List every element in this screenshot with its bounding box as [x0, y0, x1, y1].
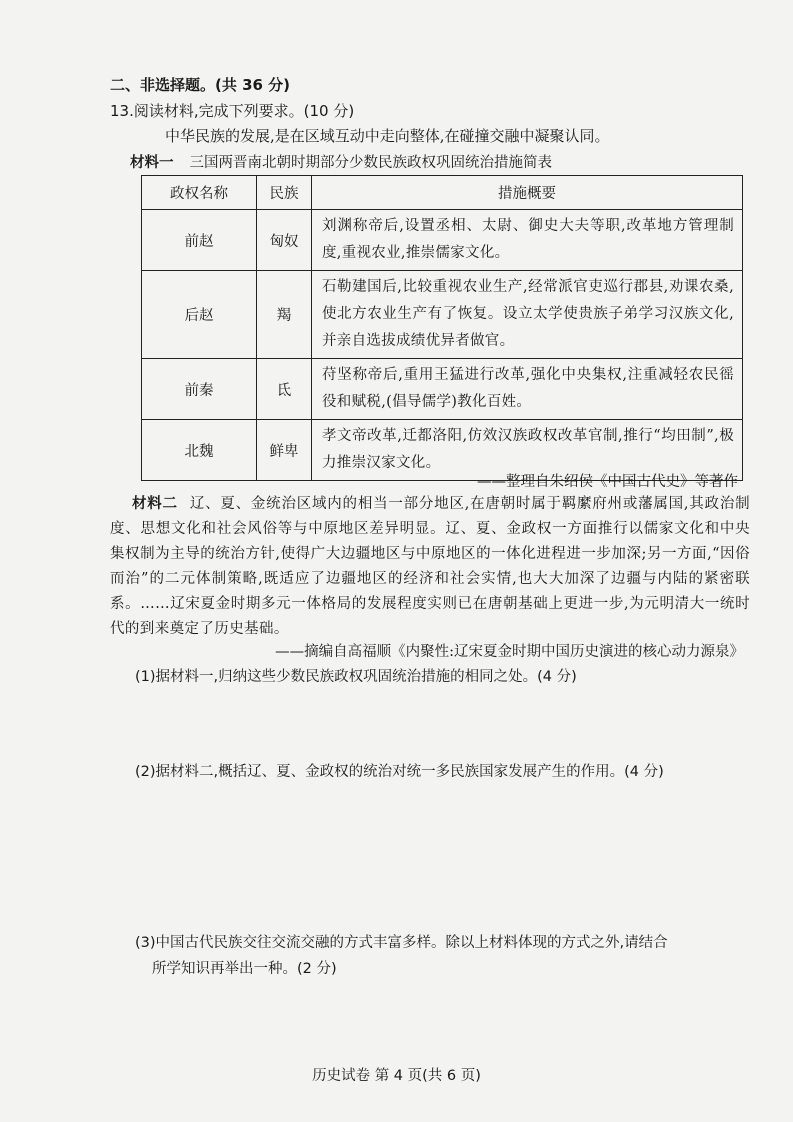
question-title: 13.阅读材料,完成下列要求。(10 分) — [110, 102, 355, 120]
header-ethnic-group: 民族 — [257, 176, 312, 210]
measures-cell: 孝文帝改革,迁都洛阳,仿效汉族政权改革官制,推行“均田制”,极力推崇汉家文化。 — [312, 420, 743, 481]
measures-cell: 刘渊称帝后,设置丞相、太尉、御史大夫等职,改革地方管理制度,重视农业,推崇儒家文化。 — [312, 210, 743, 271]
regime-name-cell: 前秦 — [142, 359, 257, 420]
material1-label: 材料一 — [130, 154, 174, 171]
header-regime-name: 政权名称 — [142, 176, 257, 210]
subquestion-3 — [135, 930, 755, 982]
regime-name-cell: 后赵 — [142, 271, 257, 359]
ethnic-group-cell: 鲜卑 — [257, 420, 312, 481]
table-row — [142, 210, 743, 271]
subquestion-2: (2)据材料二,概括辽、夏、金政权的统治对统一多民族国家发展产生的作用。(4 分) — [135, 764, 664, 780]
regime-name-cell: 北魏 — [142, 420, 257, 481]
page-footer: 历史试卷 第 4 页(共 6 页) — [312, 1068, 481, 1084]
question-intro: 中华民族的发展,是在区域互动中走向整体,在碰撞交融中凝聚认同。 — [165, 127, 610, 145]
material2-text: 辽、夏、金统治区域内的相当一部分地区,在唐朝时属于羁縻府州或藩属国,其政治制度、思想文化和社会风俗等与中原地区差异明显。辽、夏、金政权一方面推行以儒家文化和中央集权制为主导的统治方针,使得广大边疆地区与中原地区的一体化进程进一步加深;另一方面,“因俗而治”的二元体制策略,既适应了边疆地区的经济和社会实情,也大大加深了边疆与内陆的紧密联系。……辽宋夏金时期多元一体格局的发展程度实则已在唐朝基础上更进一步,为元明清大一统时代的到来奠定了历史基础。 — [110, 496, 751, 637]
table-row — [142, 271, 743, 359]
measures-cell: 石勒建国后,比较重视农业生产,经常派官吏巡行郡县,劝课农桑,使北方农业生产有了恢复。设立太学使贵族子弟学习汉族文化,并亲自选拔成绩优异者做官。 — [312, 271, 743, 359]
table-row — [142, 359, 743, 420]
ethnic-group-cell: 匈奴 — [257, 210, 312, 271]
subquestion-3-line1: (3)中国古代民族交往交流交融的方式丰富多样。除以上材料体现的方式之外,请结合 — [135, 935, 668, 951]
material1-source: ——整理自朱绍侯《中国古代史》等著作 — [477, 474, 738, 490]
table-header-row — [142, 176, 743, 210]
ethnic-group-cell: 羯 — [257, 271, 312, 359]
material2-label: 材料二 — [132, 495, 178, 512]
subquestion-3-line2: 所学知识再举出一种。(2 分) — [152, 961, 337, 977]
material1-title: 三国两晋南北朝时期部分少数民族政权巩固统治措施简表 — [189, 155, 552, 171]
subquestion-1: (1)据材料一,归纳这些少数民族政权巩固统治措施的相同之处。(4 分) — [135, 669, 577, 685]
measures-cell: 苻坚称帝后,重用王猛进行改革,强化中央集权,注重减轻农民徭役和赋税,(倡导儒学)教化百姓。 — [312, 359, 743, 420]
section-title: 二、非选择题。(共 36 分) — [110, 76, 291, 94]
material2-source: ——摘编自高福顺《内聚性:辽宋夏金时期中国历史演进的核心动力源泉》 — [275, 644, 744, 660]
regime-measures-table — [141, 175, 743, 481]
header-measures: 措施概要 — [312, 176, 743, 210]
material1-heading — [130, 151, 552, 172]
regime-name-cell: 前赵 — [142, 210, 257, 271]
ethnic-group-cell: 氐 — [257, 359, 312, 420]
material2-paragraph — [110, 491, 750, 642]
